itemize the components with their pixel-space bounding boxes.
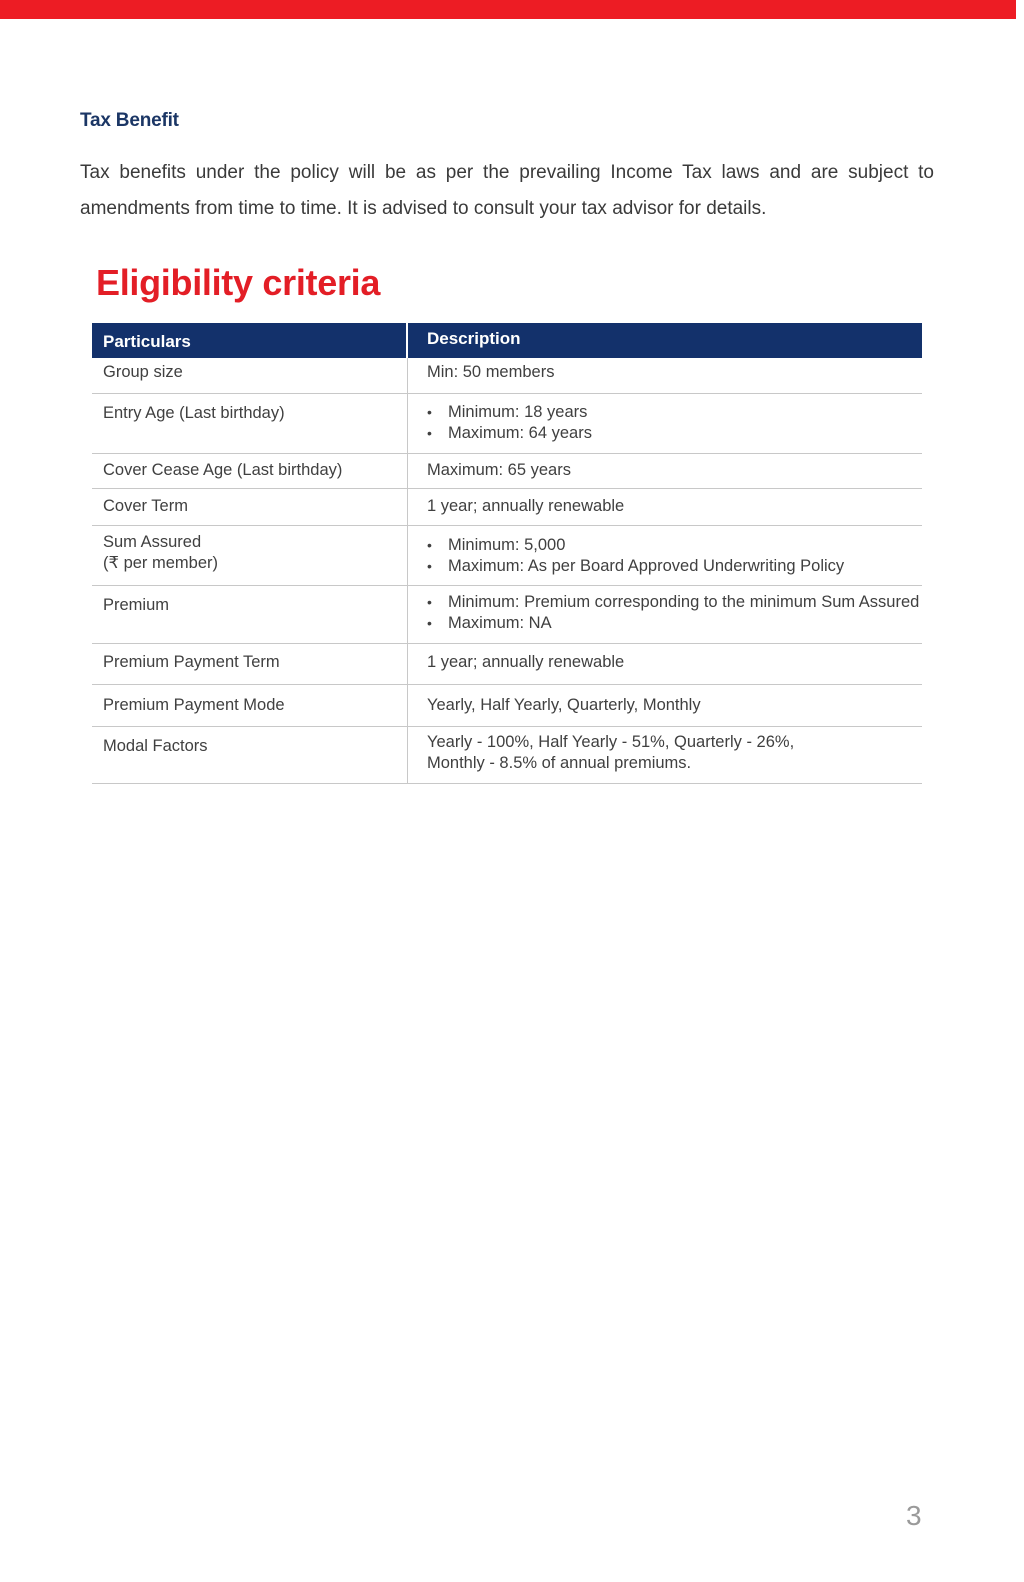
table-header: [92, 323, 922, 358]
bullet-dot-icon: •: [427, 537, 432, 553]
particular-cell: [92, 454, 408, 488]
table-row: [92, 526, 922, 586]
description-cell: [408, 454, 922, 488]
particular-cell: [92, 394, 408, 453]
table-row: [92, 454, 922, 489]
particular-cell: [92, 526, 408, 585]
page-number: 3: [906, 1500, 922, 1531]
description-cell: [408, 526, 922, 585]
table-row: [92, 586, 922, 644]
table-body: [92, 358, 922, 784]
particular-text: Entry Age (Last birthday): [103, 404, 285, 422]
description-text: 1 year; annually renewable: [427, 497, 625, 515]
description-text: Maximum: NA: [448, 614, 552, 632]
bullet-item: [427, 535, 922, 556]
particular-text: Premium: [103, 596, 170, 614]
column-header-description: Description: [427, 329, 521, 348]
bullet-dot-icon: •: [427, 615, 432, 631]
description-text: Maximum: As per Board Approved Underwriting Policy: [448, 557, 845, 575]
description-cell: [408, 586, 922, 643]
eligibility-heading: Eligibility criteria: [96, 262, 381, 303]
top-accent-bar: [0, 0, 1016, 19]
particular-text: Premium Payment Term: [103, 653, 280, 671]
description-text: Minimum: Premium corresponding to the minimum Sum Assured: [448, 593, 920, 611]
bullet-item: [427, 556, 922, 577]
description-text: Minimum: 5,000: [448, 536, 566, 554]
description-cell: [408, 644, 922, 684]
particular-cell: [92, 489, 408, 525]
description-text: 1 year; annually renewable: [427, 653, 625, 671]
description-text: Monthly - 8.5% of annual premiums.: [427, 754, 692, 772]
description-text: Min: 50 members: [427, 363, 555, 381]
table-row: [92, 685, 922, 727]
bullet-dot-icon: •: [427, 404, 432, 420]
description-text: Yearly - 100%, Half Yearly - 51%, Quarterly - 26%,: [427, 733, 795, 751]
particular-text: (₹ per member): [103, 554, 219, 572]
description-cell: [408, 394, 922, 453]
bullet-item: [427, 592, 922, 613]
description-cell: [408, 685, 922, 726]
bullet-item: [427, 402, 922, 423]
particular-cell: [92, 727, 408, 783]
particular-text: Modal Factors: [103, 737, 208, 755]
particular-text: Group size: [103, 363, 183, 381]
description-text: Maximum: 65 years: [427, 461, 571, 479]
description-cell: [408, 727, 922, 783]
table-row: [92, 727, 922, 784]
tax-benefit-paragraph: Tax benefits under the policy will be as per the prevailing Income Tax laws and are subject to amendments from time to time. It is advised to consult your tax advisor for details.: [80, 162, 934, 219]
table-row: [92, 394, 922, 454]
description-cell: [408, 489, 922, 525]
description-text: Maximum: 64 years: [448, 424, 592, 442]
particular-cell: [92, 685, 408, 726]
description-text: Minimum: 18 years: [448, 403, 588, 421]
description-text: Yearly, Half Yearly, Quarterly, Monthly: [427, 696, 701, 714]
particular-text: Cover Cease Age (Last birthday): [103, 461, 343, 479]
bullet-dot-icon: •: [427, 558, 432, 574]
particular-text: Premium Payment Mode: [103, 696, 285, 714]
particular-cell: [92, 358, 408, 393]
eligibility-table: [92, 323, 922, 784]
bullet-dot-icon: •: [427, 594, 432, 610]
tax-benefit-heading: Tax Benefit: [80, 110, 179, 131]
bullet-item: [427, 613, 922, 634]
description-cell: [408, 358, 922, 393]
bullet-dot-icon: •: [427, 425, 432, 441]
column-header-particulars: Particulars: [92, 323, 408, 358]
table-row: [92, 489, 922, 526]
bullet-item: [427, 423, 922, 444]
particular-text: Cover Term: [103, 497, 188, 515]
table-row: [92, 358, 922, 394]
particular-cell: [92, 586, 408, 643]
particular-cell: [92, 644, 408, 684]
table-row: [92, 644, 922, 685]
particular-text: Sum Assured: [103, 533, 202, 551]
